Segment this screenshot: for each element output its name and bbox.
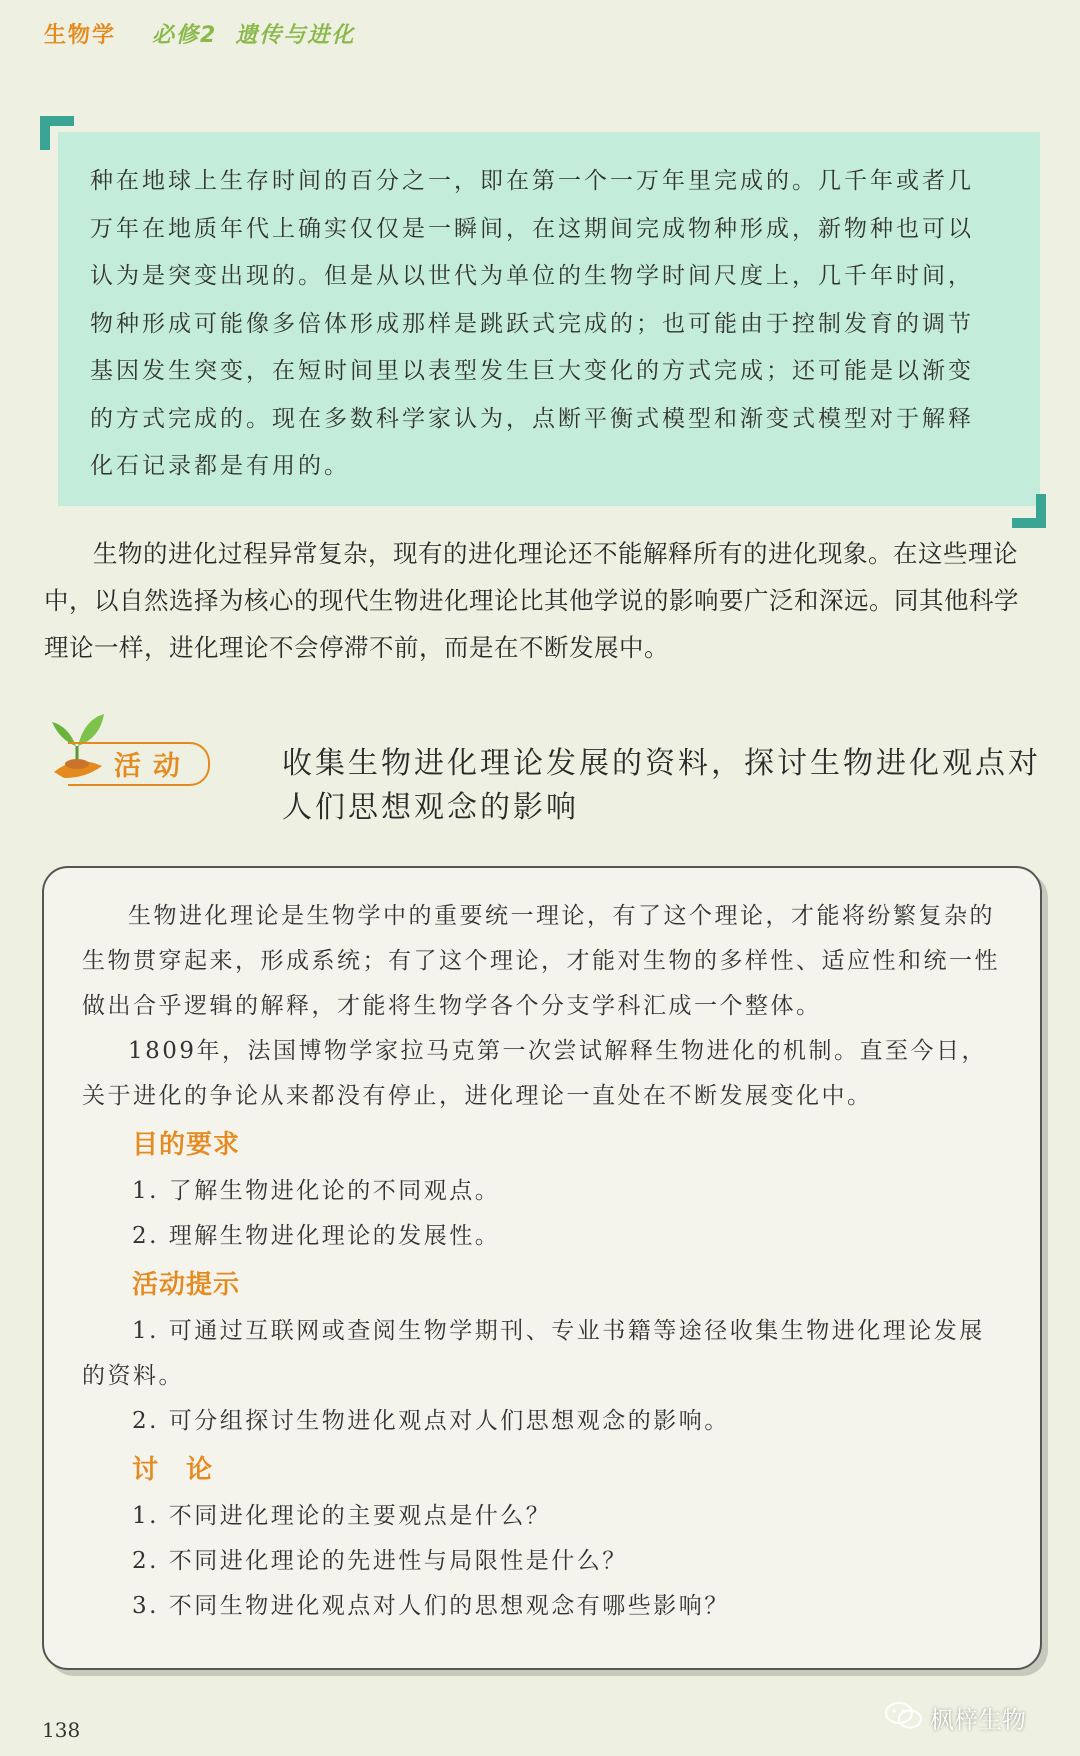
header-unit: 遗传与进化 — [235, 23, 356, 48]
reading-line: 万年在地质年代上确实仅仅是一瞬间，在这期间完成物种形成，新物种也可以 — [90, 215, 974, 242]
hint-item: 2. 可分组探讨生物进化观点对人们思想观念的影响。 — [132, 1408, 730, 1434]
question-item: 3. 不同生物进化观点对人们的思想观念有哪些影响？ — [132, 1593, 730, 1619]
reading-box-corner-bottom-right — [1012, 494, 1046, 528]
activity-intro-1: 生物进化理论是生物学中的重要统一理论，有了这个理论，才能将纷繁复杂的生物贯穿起来，形成系统；有了这个理论，才能对生物的多样性、适应性和统一性做出合乎逻辑的解释，才能将生物学各个分支学科汇成一个整体。 — [82, 903, 1000, 1019]
reading-line: 认为是突变出现的。但是从以世代为单位的生物学时间尺度上，几千年时间， — [90, 263, 974, 289]
activity-box — [42, 866, 1042, 1670]
question-item: 2. 不同进化理论的先进性与局限性是什么？ — [132, 1548, 628, 1574]
activity-title: 收集生物进化理论发展的资料，探讨生物进化观点对人们思想观念的影响 — [282, 746, 1041, 825]
reading-line: 基因发生突变，在短时间里以表型发生巨大变化的方式完成；还可能是以渐变 — [90, 358, 974, 384]
wechat-icon — [884, 1700, 924, 1732]
page-number: 138 — [42, 1718, 81, 1742]
reading-line: 种在地球上生存时间的百分之一，即在第一个一万年里完成的。几千年或者几 — [90, 168, 974, 194]
reading-box — [58, 132, 1040, 506]
goal-item: 2. 理解生物进化理论的发展性。 — [132, 1223, 501, 1249]
main-paragraph — [44, 530, 1042, 671]
activity-intro-2: 1809年，法国博物学家拉马克第一次尝试解释生物进化的机制。直至今日，关于进化的争论从来都没有停止，进化理论一直处在不断发展变化中。 — [82, 1038, 988, 1109]
page-header — [44, 18, 355, 49]
question-item: 1. 不同进化理论的主要观点是什么？ — [132, 1503, 552, 1529]
watermark-text: 枫梓生物 — [930, 1706, 1026, 1734]
reading-line: 化石记录都是有用的。 — [90, 453, 350, 479]
header-book: 必修2 — [152, 23, 218, 48]
activity-label: 活动 — [114, 751, 192, 782]
goals-heading: 目的要求 — [132, 1130, 241, 1160]
goal-item: 1. 了解生物进化论的不同观点。 — [132, 1178, 501, 1204]
discussion-heading: 讨 论 — [132, 1455, 214, 1485]
hints-heading: 活动提示 — [132, 1270, 241, 1300]
reading-line: 物种形成可能像多倍体形成那样是跳跃式完成的；也可能由于控制发育的调节 — [90, 310, 974, 337]
reading-line: 的方式完成的。现在多数科学家认为，点断平衡式模型和渐变式模型对于解释 — [90, 405, 974, 432]
hint-item: 1. 可通过互联网或查阅生物学期刊、专业书籍等途径收集生物进化理论发展的资料。 — [82, 1318, 985, 1389]
main-paragraph-text: 生物的进化过程异常复杂，现有的进化理论还不能解释所有的进化现象。在这些理论中，以自然选择为核心的现代生物进化理论比其他学说的影响要广泛和深远。同其他科学理论一样，进化理论不会停滞不前，而是在不断发展中。 — [44, 539, 1019, 662]
header-subject: 生物学 — [44, 23, 117, 48]
